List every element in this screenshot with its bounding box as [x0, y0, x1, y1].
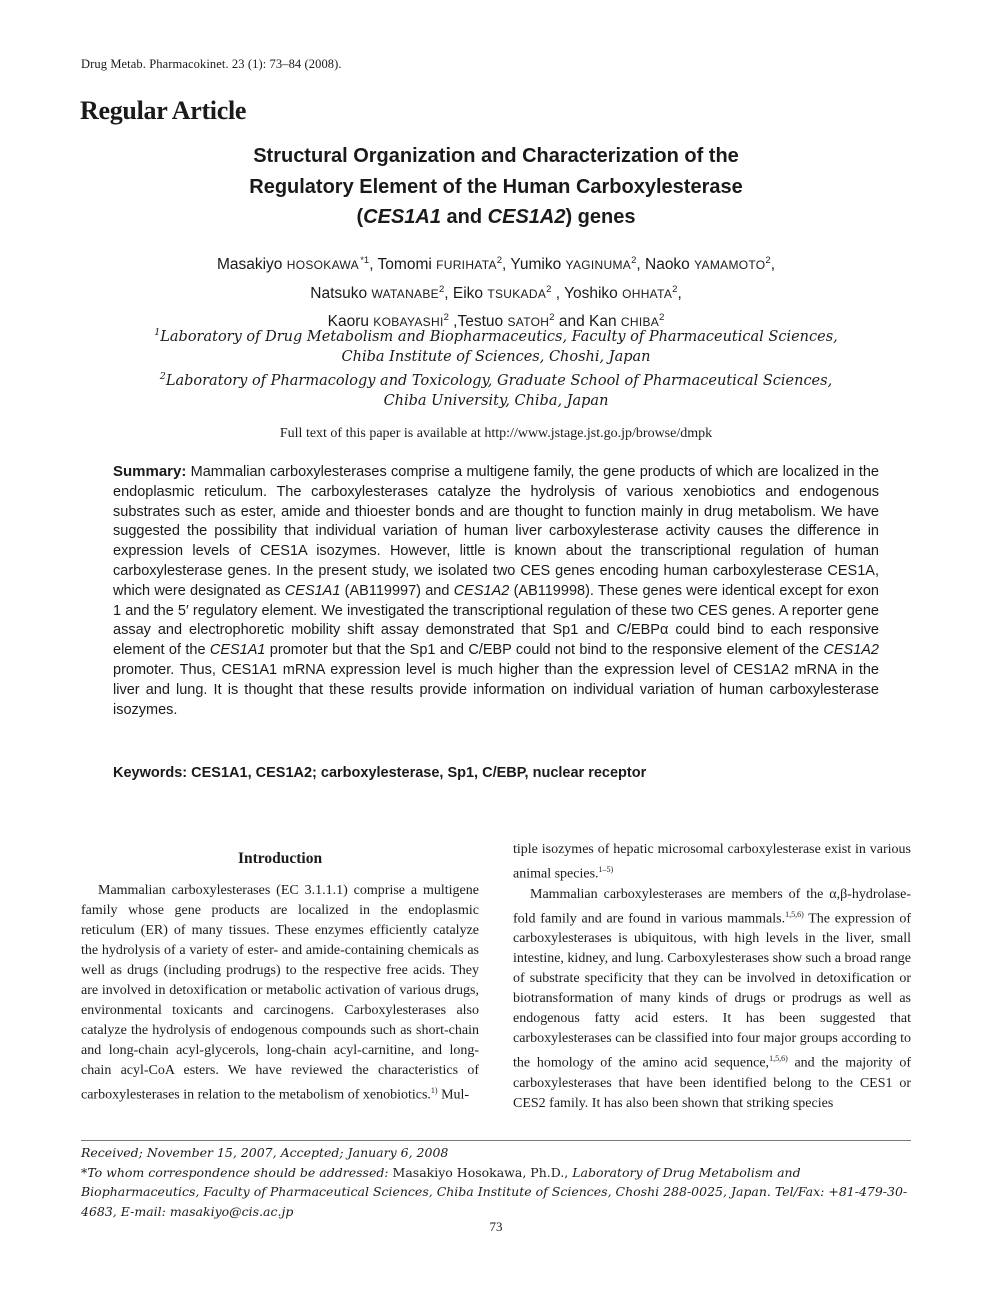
article-type-heading: Regular Article	[80, 96, 247, 125]
keywords: Keywords: CES1A1, CES1A2; carboxylesterase, Sp1, C/EBP, nuclear receptor	[113, 765, 647, 781]
introduction-heading: Introduction	[237, 850, 323, 867]
title-gene-2: CES1A2	[487, 206, 566, 228]
author: Masakiyo HOSOKAWA $^{*1}$	[216, 255, 370, 274]
affiliation-1-cont: Chiba Institute of Sciences, Choshi, Japan	[341, 348, 651, 365]
author: Testuo SATOH$^2$	[457, 312, 555, 331]
paragraph: Mammalian carboxylesterases (EC 3.1.1.1) comprise a multigene family whose gene products are localized in the endoplasmic reticulum (ER) of many tissues. These enzymes efficiently catalyze the hydrolysis of a variety of ester- and amide-containing chemicals as well as drugs (including prodrugs) to the respective free acids. They are involved in detoxification or metabolic activation of various drugs, environmental toxicants and carcinogens. Carboxylesterases also catalyze the hydrolysis of endogenous compounds such as short-chain and long-chain acyl-glycerols, long-chain acyl-carnitine, and long-chain acyl-CoA esters. We have reviewed the characteristics of carboxylesterases in relation to the metabolism of xenobiotics.$^{1)}$ Mul-	[81, 883, 479, 1103]
title-line-2: Regulatory Element of the Human Carboxylesterase	[249, 175, 743, 198]
title-line-3: (CES1A1 and CES1A2) genes	[356, 206, 636, 228]
summary-abstract: Summary: Mammalian carboxylesterases comprise a multigene family, the gene products of which are localized in the endoplasmic reticulum. The carboxylesterases catalyze the hydrolysis of various xenobiotics and endogenous substrates such as ester, amide and thioester bonds and are thought to function mainly in drug metabolism. We have suggested the possibility that individual variation of human liver carboxylesterase activity causes the difference in expression levels of CES1A isozymes. However, little is known about the transcriptional regulation of human carboxylesterase genes. In the present study, we isolated two CES genes encoding human carboxylesterase CES1A, which were designated as CES1A1 (AB119997) and CES1A2 (AB119998). These genes were identical except for exon 1 and the 5′ regulatory element. We investigated the transcriptional regulation of these two CES genes. A reporter gene assay and electrophoretic mobility shift assay demonstrated that Sp1 and C/EBPα could bind to each responsive element of the CES1A1 promoter but that the Sp1 and C/EBP could not bind to the responsive element of the CES1A2 promoter. Thus, CES1A1 mRNA expression level is much higher than the expression level of CES1A2 mRNA in the liver and lung. It is thought that these results provide information on individual variation of human carboxylesterase isozymes.	[113, 463, 879, 718]
received-dates: Received; November 15, 2007, Accepted; January 6, 2008	[81, 1145, 449, 1160]
footnotes	[81, 1143, 911, 1221]
title-gene-1: CES1A1	[363, 206, 441, 228]
journal-citation: Drug Metab. Pharmacokinet. 23 (1): 73–84 (2008).	[81, 57, 342, 71]
body-column-right	[513, 840, 911, 1114]
article-title	[120, 141, 872, 233]
footnote-divider	[81, 1140, 911, 1141]
author-line-2: Natsuko WATANABE$^2$, Eiko TSUKADA$^2$ , Yoshiko OHHATA$^2$,	[310, 283, 682, 302]
author: Naoko YAMAMOTO$^2$	[645, 255, 771, 274]
affiliation-2: $^2$Laboratory of Pharmacology and Toxicology, Graduate School of Pharmaceutical Sciences,	[159, 370, 833, 389]
author: Kan CHIBA$^2$	[589, 312, 665, 331]
paragraph: Mammalian carboxylesterases are members of the α,β-hydrolase-fold family and are found in various mammals.$^{1,5,6)}$ The expression of carboxylesterases is ubiquitous, with high levels in the liver, small intestine, kidney, and lung. Carboxylesterases show such a broad range of substrate specificity that they can be involved in detoxification or biotransformation of many kinds of drugs or prodrugs as well as endogenous fatty acid esters. It has been suggested that carboxylesterases can be classified into four major groups according to the homology of the amino acid sequence,$^{1,5,6)}$ and the majority of carboxylesterases that have been identified belong to the CES1 or CES2 family. It has also been shown that striking species	[513, 886, 912, 1111]
title-line-1: Structural Organization and Characterization of the	[253, 145, 739, 167]
affiliation-1: $^1$Laboratory of Drug Metabolism and Biopharmaceutics, Faculty of Pharmaceutical Sciences,	[154, 327, 838, 345]
page-number: 73	[489, 1219, 503, 1234]
author: Natsuko WATANABE$^2$	[310, 283, 445, 302]
fulltext-availability: Full text of this paper is available at http://www.jstage.jst.go.jp/browse/dmpk	[279, 426, 713, 441]
paragraph: tiple isozymes of hepatic microsomal carboxylesterase exist in various animal species.$^{1-5)}$	[513, 842, 911, 882]
body-column-left	[81, 881, 479, 1106]
author-line-1: Masakiyo HOSOKAWA $^{*1}$, Tomomi FURIHATA$^2$, Yumiko YAGINUMA$^2$, Naoko YAMAMOTO$^2$,	[216, 255, 776, 274]
correspondence: *To whom correspondence should be addressed: Masakiyo Hosokawa, Ph.D., Laboratory of Drug Metabolism and Biopharmaceutics, Faculty of Pharmaceutical Sciences, Chiba Institute of Sciences, Choshi 288-0025, Japan. Tel/Fax: +81-479-30-4683, E-mail: masakiyo@cis.ac.jp	[81, 1164, 908, 1219]
author-line-3: Kaoru KOBAYASHI$^2$ ,Testuo SATOH$^2$ and Kan CHIBA$^2$	[327, 312, 665, 331]
author: Yumiko YAGINUMA$^2$	[510, 255, 637, 274]
author: Yoshiko OHHATA$^2$	[564, 283, 678, 302]
affiliations	[120, 323, 872, 411]
author: Tomomi FURIHATA$^2$	[377, 255, 503, 274]
author: Eiko TSUKADA$^2$	[452, 283, 552, 302]
author: Kaoru KOBAYASHI$^2$	[327, 312, 449, 331]
summary-label: Summary:	[113, 463, 187, 480]
affiliation-2-cont: Chiba University, Chiba, Japan	[383, 392, 609, 409]
